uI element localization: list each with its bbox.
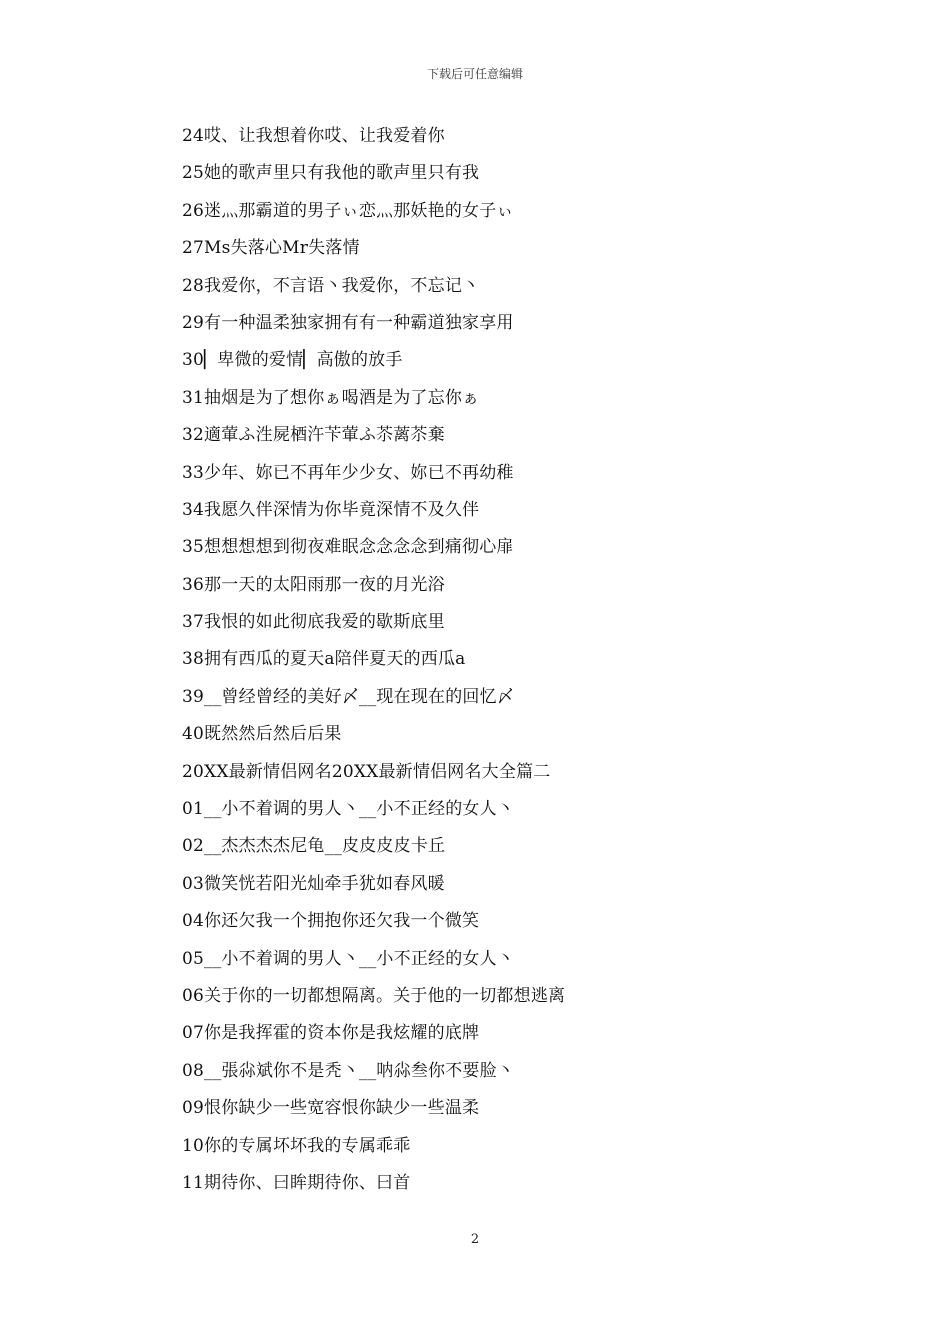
text-line-32: 32適葷ふ泩屍梄汻苄葷ふ苶蓠苶棄 — [182, 425, 445, 446]
text-line-25: 25她的歌声里只有我他的歌声里只有我 — [182, 163, 480, 184]
text-line-28: 28我爱你，不言语丶我爱你，不忘记丶 — [182, 275, 480, 296]
text-line-40: 40既然然后然后后果 — [182, 724, 342, 745]
document-body — [182, 118, 822, 1202]
text-line-38: 38拥有西瓜的夏天a陪伴夏天的西瓜a — [182, 649, 466, 670]
text-line-36: 36那一天的太阳雨那一夜的月光浴 — [182, 574, 445, 595]
text-line-30: 30▏卑微的爱情▏高傲的放手 — [182, 350, 403, 371]
section-heading: 20XX最新情侣网名20XX最新情侣网名大全篇二 — [182, 761, 551, 782]
text-line-01: 01__小不着调的男人丶__小不正经的女人丶 — [182, 799, 515, 820]
text-line-27: 27Ms失落心Mr失落情 — [182, 238, 360, 259]
text-line-34: 34我愿久伴深情为你毕竟深情不及久伴 — [182, 499, 480, 520]
text-line-02: 02__杰杰杰杰尼龟__皮皮皮皮卡丘 — [182, 836, 446, 857]
text-line-03: 03微笑恍若阳光灿牵手犹如春风暖 — [182, 873, 445, 894]
text-line-26: 26迷灬那霸道的男子ぃ恋灬那妖艳的女子ぃ — [182, 200, 514, 221]
text-line-37: 37我恨的如此彻底我爱的歇斯底里 — [182, 612, 445, 633]
text-line-07: 07你是我挥霍的资本你是我炫耀的底牌 — [182, 1023, 480, 1044]
text-line-08: 08__張尛斌你不是秃丶__呐尛叁你不要脸丶 — [182, 1060, 515, 1081]
text-line-33: 33少年、妳已不再年少少女、妳已不再幼稚 — [182, 462, 514, 483]
text-line-06: 06关于你的一切都想隔离。关于他的一切都想逃离 — [182, 985, 566, 1006]
page-number: 2 — [470, 1232, 480, 1247]
text-line-29: 29有一种温柔独家拥有有一种霸道独家享用 — [182, 312, 514, 333]
text-line-11: 11期待你、曰眸期待你、曰首 — [182, 1172, 411, 1193]
text-line-05: 05__小不着调的男人丶__小不正经的女人丶 — [182, 948, 515, 969]
text-line-09: 09恨你缺少一些宽容恨你缺少一些温柔 — [182, 1098, 480, 1119]
text-line-10: 10你的专属坏坏我的专属乖乖 — [182, 1135, 411, 1156]
page-header: 下载后可任意编辑 — [426, 67, 523, 81]
text-line-35: 35想想想想到彻夜难眠念念念念到痛彻心扉 — [182, 537, 514, 558]
text-line-24: 24哎、让我想着你哎、让我爱着你 — [182, 126, 445, 146]
text-line-04: 04你还欠我一个拥抱你还欠我一个微笑 — [182, 911, 480, 932]
text-line-31: 31抽烟是为了想你ぁ喝酒是为了忘你ぁ — [182, 387, 480, 408]
text-line-39: 39__曾经曾经的美好〆__现在现在的回忆〆 — [182, 686, 515, 707]
